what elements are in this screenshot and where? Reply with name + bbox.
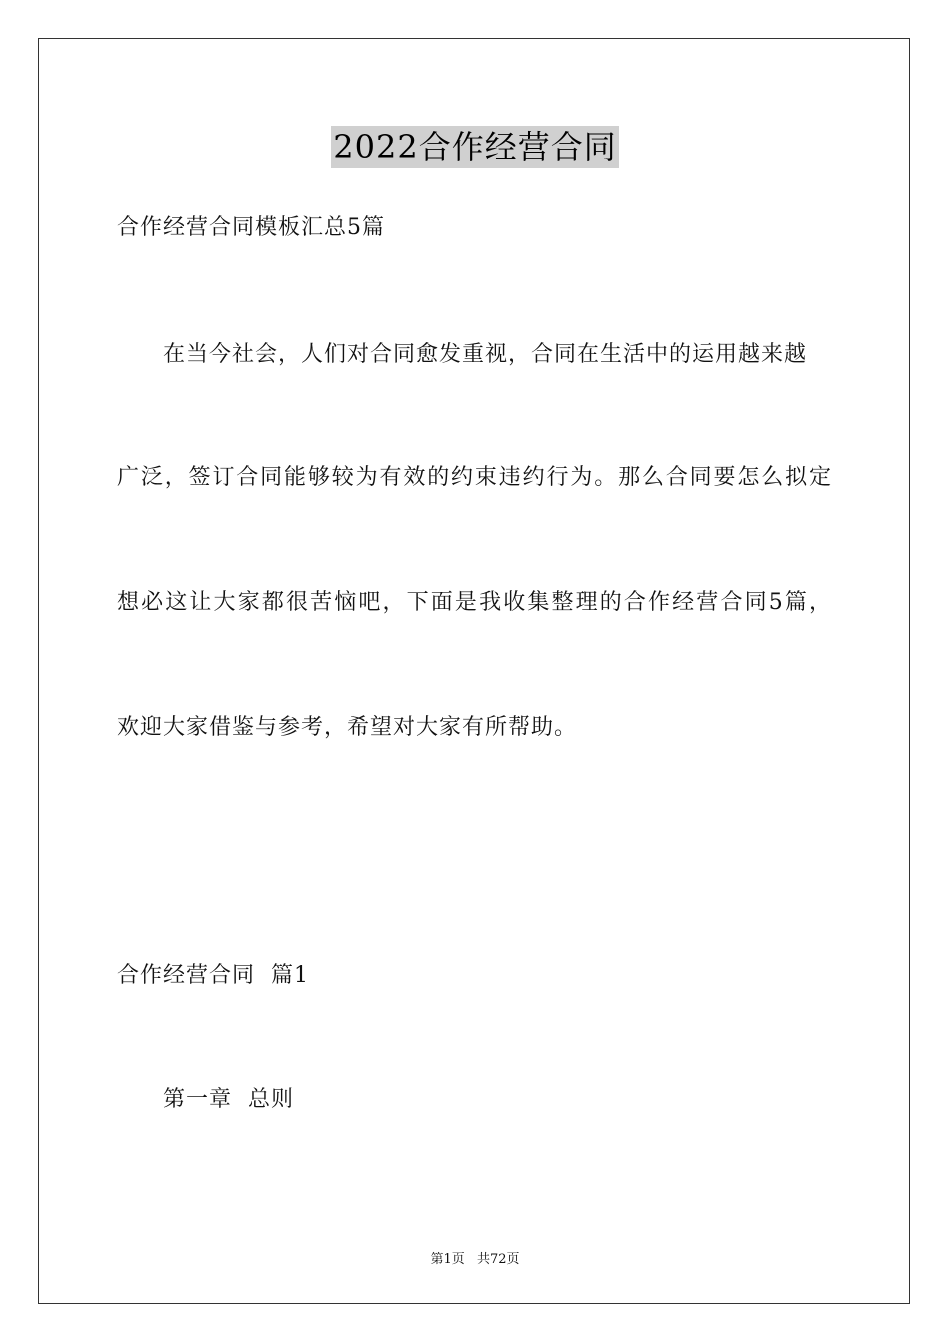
page-footer [0, 1248, 950, 1267]
intro-line-1: 在当今社会，人们对合同愈发重视，合同在生活中的运用越来越 [163, 342, 808, 367]
intro-line-4: 欢迎大家借鉴与参考，希望对大家有所帮助。 [117, 715, 578, 740]
intro-line-2: 广泛，签订合同能够较为有效的约束违约行为。那么合同要怎么拟定 [117, 465, 832, 490]
title-container [0, 126, 950, 168]
page-number: 第1页 [430, 1252, 465, 1267]
chapter-heading: 第一章 总则 [163, 1087, 294, 1112]
document-title: 2022合作经营合同 [333, 128, 617, 166]
intro-line-3: 想必这让大家都很苦恼吧，下面是我收集整理的合作经营合同5篇， [117, 590, 832, 615]
section-heading: 合作经营合同 篇1 [117, 963, 309, 988]
total-pages: 共72页 [476, 1252, 520, 1267]
document-subtitle: 合作经营合同模板汇总5篇 [117, 215, 385, 240]
